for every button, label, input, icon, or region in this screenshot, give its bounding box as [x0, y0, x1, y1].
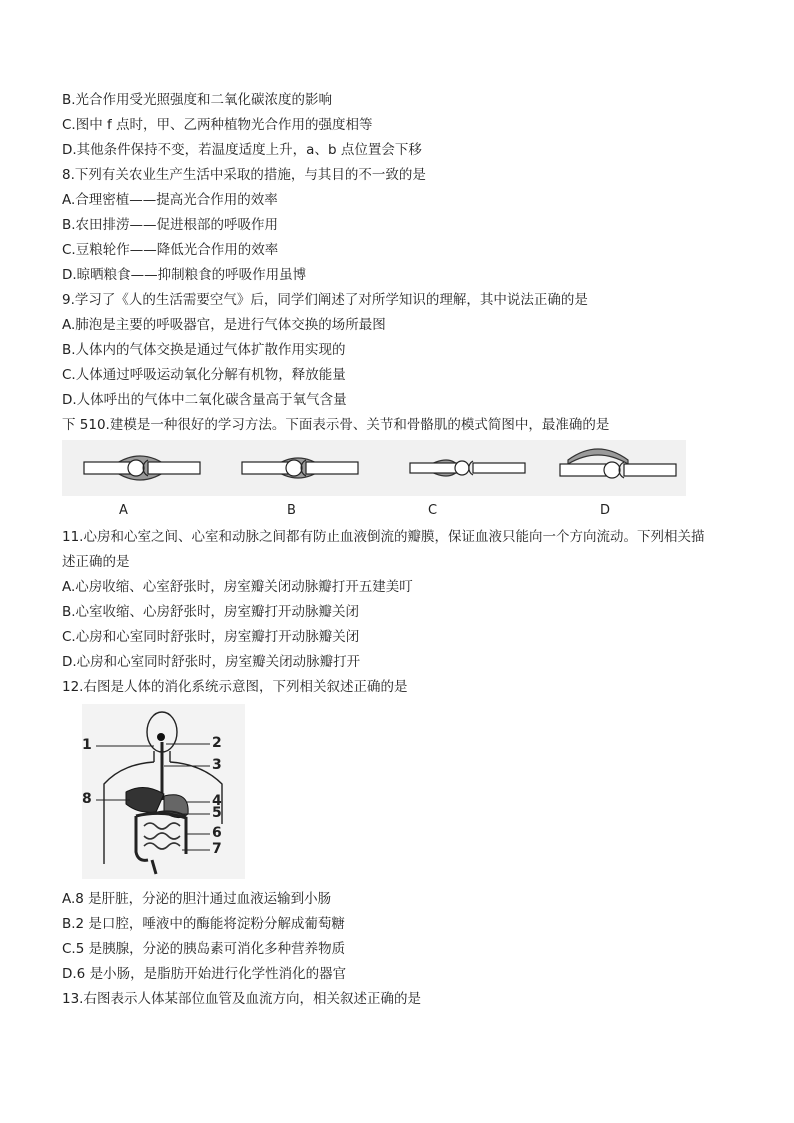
option-c-q11: C.心房和心室同时舒张时，房室瓣打开动脉瓣关闭 — [62, 629, 360, 645]
question-9: 9.学习了《人的生活需要空气》后，同学们阐述了对所学知识的理解，其中说法正确的是 — [62, 292, 588, 308]
joint-diagram-c — [408, 440, 528, 496]
joint-diagram-b — [240, 440, 360, 496]
digest-label-5: 5 — [212, 805, 222, 821]
question-12: 12.右图是人体的消化系统示意图，下列相关叙述正确的是 — [62, 679, 408, 695]
option-b-q7: B.光合作用受光照强度和二氧化碳浓度的影响 — [62, 92, 333, 108]
digest-label-3: 3 — [212, 757, 222, 773]
option-d-q7: D.其他条件保持不变，若温度适度上升，a、b 点位置会下移 — [62, 142, 422, 158]
option-a-q8: A.合理密植——提高光合作用的效率 — [62, 192, 278, 208]
joint-caption-d: D — [600, 503, 611, 518]
question-11-cont: 述正确的是 — [62, 554, 130, 570]
option-d-q11: D.心房和心室同时舒张时，房室瓣关闭动脉瓣打开 — [62, 654, 361, 670]
option-a-q12: A.8 是肝脏，分泌的胆汁通过血液运输到小肠 — [62, 891, 332, 907]
digest-label-7: 7 — [212, 841, 222, 857]
joint-caption-a: A — [119, 503, 128, 518]
option-d-q8: D.晾晒粮食——抑制粮食的呼吸作用虽博 — [62, 267, 307, 283]
option-c-q8: C.豆粮轮作——降低光合作用的效率 — [62, 242, 279, 258]
option-d-q9: D.人体呼出的气体中二氧化碳含量高于氧气含量 — [62, 392, 347, 408]
option-c-q9: C.人体通过呼吸运动氧化分解有机物，释放能量 — [62, 367, 346, 383]
digestive-system-figure — [82, 704, 245, 879]
joint-model-figure — [62, 440, 686, 496]
question-11: 11.心房和心室之间、心室和动脉之间都有防止血液倒流的瓣膜，保证血液只能向一个方向流动。下列相关描 — [62, 529, 705, 545]
joint-caption-b: B — [287, 503, 296, 518]
question-13: 13.右图表示人体某部位血管及血流方向，相关叙述正确的是 — [62, 991, 421, 1007]
joint-caption-c: C — [428, 503, 438, 518]
option-c-q12: C.5 是胰腺，分泌的胰岛素可消化多种营养物质 — [62, 941, 346, 957]
option-a-q11: A.心房收缩、心室舒张时，房室瓣关闭动脉瓣打开五建美叮 — [62, 579, 413, 595]
option-b-q9: B.人体内的气体交换是通过气体扩散作用实现的 — [62, 342, 346, 358]
joint-diagram-a — [82, 440, 202, 496]
digest-label-2: 2 — [212, 735, 222, 751]
option-d-q12: D.6 是小肠，是脂肪开始进行化学性消化的器官 — [62, 966, 347, 982]
digest-label-1: 1 — [82, 737, 92, 753]
question-10: 下 510.建模是一种很好的学习方法。下面表示骨、关节和骨骼肌的模式简图中，最准确的是 — [62, 417, 610, 433]
question-8: 8.下列有关农业生产生活中采取的措施，与其目的不一致的是 — [62, 167, 426, 183]
option-b-q8: B.农田排涝——促进根部的呼吸作用 — [62, 217, 279, 233]
option-c-q7: C.图中 f 点时，甲、乙两种植物光合作用的强度相等 — [62, 117, 373, 133]
option-b-q11: B.心室收缩、心房舒张时，房室瓣打开动脉瓣关闭 — [62, 604, 360, 620]
option-a-q9: A.肺泡是主要的呼吸器官，是进行气体交换的场所最图 — [62, 317, 386, 333]
digest-label-4: 4 — [212, 793, 222, 809]
digest-label-8: 8 — [82, 791, 92, 807]
joint-diagram-d — [558, 440, 678, 496]
digest-label-6: 6 — [212, 825, 222, 841]
option-b-q12: B.2 是口腔，唾液中的酶能将淀粉分解成葡萄糖 — [62, 916, 345, 932]
